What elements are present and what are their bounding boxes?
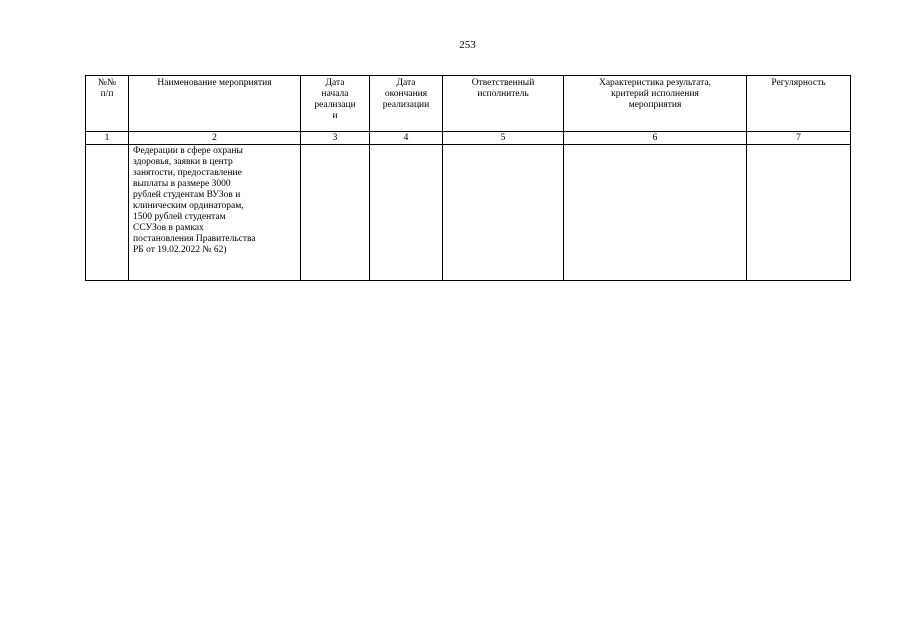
column-number: 5 — [443, 132, 564, 145]
result-cell — [564, 145, 747, 281]
header-number: №№ п/п — [86, 76, 129, 132]
column-number-row — [86, 132, 851, 145]
measure-name-cell: Федерации в сфере охраны здоровья, заявки в центр занятости, предоставление выплаты в размере 3000 рублей студентам ВУЗов и клиническим ординаторам, 1500 рублей студентам ССУЗов в рамках постановления Правительства РБ от 19.02.2022 № 62) — [129, 145, 301, 281]
table-header-row — [86, 76, 851, 132]
table-row — [86, 145, 851, 281]
column-number: 7 — [747, 132, 851, 145]
executor-cell — [443, 145, 564, 281]
header-measure-name: Наименование мероприятия — [129, 76, 301, 132]
regularity-cell — [747, 145, 851, 281]
header-regularity: Регулярность — [747, 76, 851, 132]
column-number: 6 — [564, 132, 747, 145]
column-number: 2 — [129, 132, 301, 145]
header-executor: Ответственный исполнитель — [443, 76, 564, 132]
end-date-cell — [370, 145, 443, 281]
page-number: 253 — [459, 39, 476, 51]
measures-table — [85, 75, 851, 281]
column-number: 3 — [301, 132, 370, 145]
start-date-cell — [301, 145, 370, 281]
header-end-date: Дата окончания реализации — [370, 76, 443, 132]
header-start-date: Дата начала реализаци и — [301, 76, 370, 132]
column-number: 4 — [370, 132, 443, 145]
row-number-cell — [86, 145, 129, 281]
column-number: 1 — [86, 132, 129, 145]
header-result: Характеристика результата, критерий исполнения мероприятия — [564, 76, 747, 132]
